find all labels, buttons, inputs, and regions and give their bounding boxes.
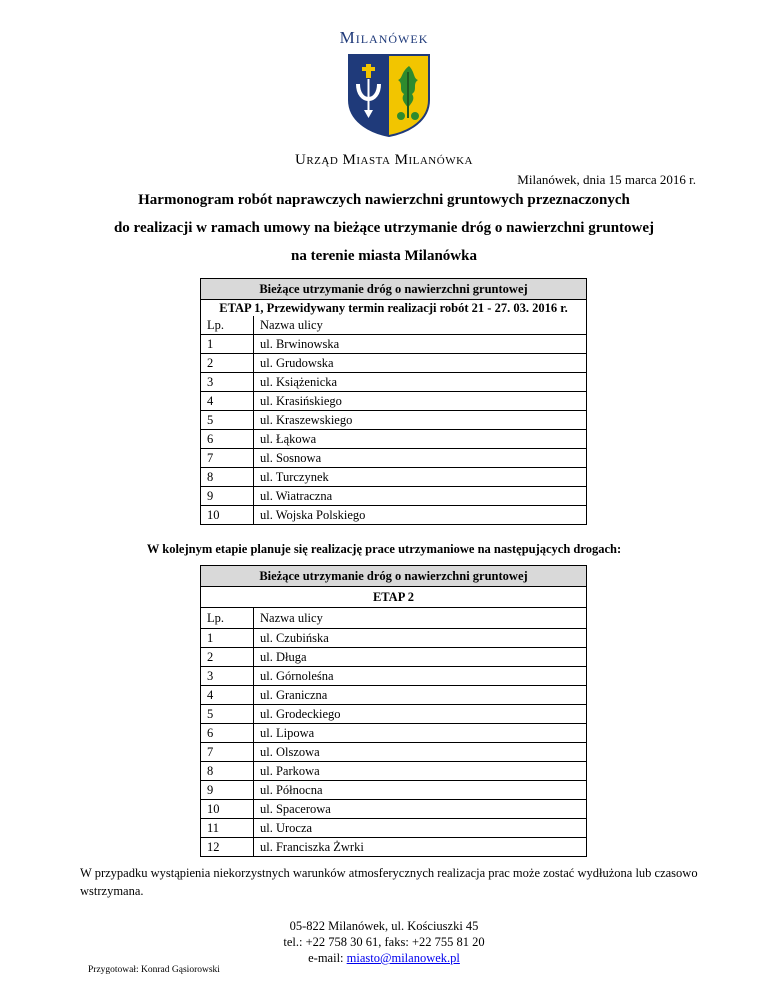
street-name: ul. Północna (254, 781, 587, 800)
table-row (201, 392, 587, 411)
row-number: 6 (201, 430, 254, 449)
email-link[interactable]: miasto@milanowek.pl (346, 951, 460, 965)
footer-phone: tel.: +22 758 30 61, faks: +22 755 81 20 (283, 935, 485, 949)
title-line-1: Harmonogram robót naprawczych nawierzchni gruntowych przeznaczonych (138, 192, 630, 208)
row-number: 1 (201, 335, 254, 354)
street-name: ul. Lipowa (254, 724, 587, 743)
table-row (201, 838, 587, 857)
street-name: ul. Krasińskiego (254, 392, 587, 411)
street-name: ul. Długa (254, 648, 587, 667)
next-stage-intro: W kolejnym etapie planuje się realizację prace utrzymaniowe na następujących drogach: (146, 542, 622, 556)
weather-note: W przypadku wystąpienia niekorzystnych warunków atmosferycznych realizacja prac może zostać wydłużona lub czasowo wstrzymana. (80, 866, 698, 898)
street-name: ul. Urocza (254, 819, 587, 838)
table-row (201, 373, 587, 392)
row-number: 5 (201, 705, 254, 724)
table-row (201, 781, 587, 800)
street-name: ul. Grodeckiego (254, 705, 587, 724)
table-row (201, 449, 587, 468)
table-row (201, 800, 587, 819)
title-line-3: na terenie miasta Milanówka (291, 248, 477, 264)
table-2-stage: ETAP 2 (201, 587, 587, 608)
street-name: ul. Górnoleśna (254, 667, 587, 686)
table-row (201, 648, 587, 667)
street-name: ul. Spacerowa (254, 800, 587, 819)
table-row (201, 354, 587, 373)
coat-of-arms-icon (346, 52, 432, 138)
row-number: 7 (201, 743, 254, 762)
table-row (201, 411, 587, 430)
table-row (201, 506, 587, 525)
office-name: Urząd Miasta Milanówka (295, 152, 473, 168)
table-row (201, 819, 587, 838)
table-row (201, 667, 587, 686)
prepared-by: Przygotował: Konrad Gąsiorowski (88, 965, 220, 975)
street-name: ul. Łąkowa (254, 430, 587, 449)
street-name: ul. Olszowa (254, 743, 587, 762)
street-name: ul. Czubińska (254, 629, 587, 648)
table-row (201, 743, 587, 762)
title-line-2: do realizacji w ramach umowy na bieżące utrzymanie dróg o nawierzchni gruntowej (113, 220, 655, 236)
street-name: ul. Parkowa (254, 762, 587, 781)
footer-email-line (0, 950, 768, 966)
table-1-col-name: Nazwa ulicy (254, 316, 587, 335)
street-name: ul. Wojska Polskiego (254, 506, 587, 525)
table-row (201, 762, 587, 781)
document-date: Milanówek, dnia 15 marca 2016 r. (517, 172, 696, 187)
row-number: 2 (201, 354, 254, 373)
table-2-col-lp: Lp. (201, 608, 254, 629)
row-number: 11 (201, 819, 254, 838)
row-number: 1 (201, 629, 254, 648)
row-number: 10 (201, 800, 254, 819)
table-row (201, 629, 587, 648)
stage-2-table (200, 565, 587, 857)
logo-text: Milanówek (339, 28, 429, 47)
table-2-col-name: Nazwa ulicy (254, 608, 587, 629)
street-name: ul. Kraszewskiego (254, 411, 587, 430)
row-number: 4 (201, 392, 254, 411)
row-number: 6 (201, 724, 254, 743)
table-1-header: Bieżące utrzymanie dróg o nawierzchni gruntowej (201, 279, 587, 300)
row-number: 9 (201, 781, 254, 800)
row-number: 10 (201, 506, 254, 525)
table-1-col-lp: Lp. (201, 316, 254, 335)
street-name: ul. Grudowska (254, 354, 587, 373)
street-name: ul. Książenicka (254, 373, 587, 392)
table-row (201, 487, 587, 506)
table-row (201, 468, 587, 487)
row-number: 7 (201, 449, 254, 468)
row-number: 5 (201, 411, 254, 430)
street-name: ul. Graniczna (254, 686, 587, 705)
table-row (201, 724, 587, 743)
row-number: 12 (201, 838, 254, 857)
row-number: 9 (201, 487, 254, 506)
street-name: ul. Brwinowska (254, 335, 587, 354)
street-name: ul. Sosnowa (254, 449, 587, 468)
street-name: ul. Franciszka Żwrki (254, 838, 587, 857)
footer-email-label: e-mail: (308, 951, 347, 965)
table-2-body (201, 629, 587, 857)
table-row (201, 430, 587, 449)
table-row (201, 705, 587, 724)
row-number: 8 (201, 468, 254, 487)
table-2-header: Bieżące utrzymanie dróg o nawierzchni gruntowej (201, 566, 587, 587)
street-name: ul. Wiatraczna (254, 487, 587, 506)
footer-contact (0, 918, 768, 966)
row-number: 4 (201, 686, 254, 705)
row-number: 3 (201, 667, 254, 686)
stage-1-table (200, 278, 587, 525)
table-row (201, 335, 587, 354)
street-name: ul. Turczynek (254, 468, 587, 487)
footer-address: 05-822 Milanówek, ul. Kościuszki 45 (289, 919, 479, 933)
row-number: 3 (201, 373, 254, 392)
table-1-body (201, 335, 587, 525)
row-number: 8 (201, 762, 254, 781)
table-1-stage: ETAP 1, Przewidywany termin realizacji robót 21 - 27. 03. 2016 r. (201, 300, 587, 317)
row-number: 2 (201, 648, 254, 667)
table-row (201, 686, 587, 705)
